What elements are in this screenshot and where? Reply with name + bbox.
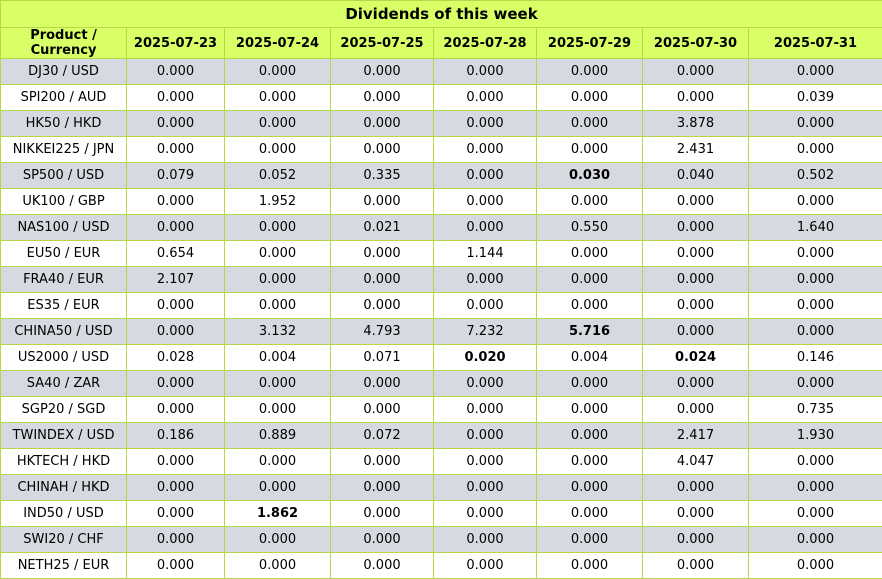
dividend-value: 0.000 bbox=[537, 449, 643, 475]
dividend-value: 0.000 bbox=[127, 215, 225, 241]
dividend-value: 0.079 bbox=[127, 163, 225, 189]
dividend-value: 0.000 bbox=[643, 553, 749, 579]
dividend-value: 0.000 bbox=[434, 527, 537, 553]
dividend-value: 0.000 bbox=[643, 293, 749, 319]
dividend-value: 0.000 bbox=[331, 397, 434, 423]
date-header: 2025-07-28 bbox=[434, 28, 537, 59]
dividend-value: 0.000 bbox=[537, 267, 643, 293]
dividend-value: 0.000 bbox=[127, 111, 225, 137]
dividend-value: 0.000 bbox=[225, 293, 331, 319]
dividend-value: 0.000 bbox=[331, 189, 434, 215]
dividend-value: 0.028 bbox=[127, 345, 225, 371]
product-cell: US2000 / USD bbox=[1, 345, 127, 371]
dividend-value: 0.000 bbox=[434, 293, 537, 319]
dividend-value: 3.132 bbox=[225, 319, 331, 345]
dividend-value: 0.000 bbox=[331, 267, 434, 293]
product-cell: FRA40 / EUR bbox=[1, 267, 127, 293]
dividend-value: 1.862 bbox=[225, 501, 331, 527]
dividend-value: 0.000 bbox=[127, 449, 225, 475]
table-row bbox=[1, 293, 882, 319]
table-row bbox=[1, 501, 882, 527]
dividend-value: 0.000 bbox=[643, 241, 749, 267]
table-row bbox=[1, 527, 882, 553]
table-row bbox=[1, 189, 882, 215]
table-row bbox=[1, 267, 882, 293]
dividend-value: 0.000 bbox=[127, 319, 225, 345]
dividend-value: 0.000 bbox=[127, 397, 225, 423]
product-cell: NAS100 / USD bbox=[1, 215, 127, 241]
dividend-value: 0.000 bbox=[643, 527, 749, 553]
dividend-value: 0.000 bbox=[434, 371, 537, 397]
dividend-value: 0.000 bbox=[749, 241, 882, 267]
dividend-value: 0.000 bbox=[331, 137, 434, 163]
dividend-value: 0.000 bbox=[331, 111, 434, 137]
product-cell: HKTECH / HKD bbox=[1, 449, 127, 475]
dividend-value: 0.000 bbox=[537, 423, 643, 449]
dividend-value: 0.000 bbox=[749, 189, 882, 215]
dividend-value: 0.000 bbox=[643, 475, 749, 501]
dividend-value: 0.000 bbox=[537, 85, 643, 111]
dividend-value: 5.716 bbox=[537, 319, 643, 345]
table-row bbox=[1, 85, 882, 111]
dividend-value: 0.000 bbox=[225, 267, 331, 293]
dividend-value: 0.000 bbox=[225, 85, 331, 111]
dividend-value: 0.000 bbox=[331, 59, 434, 85]
dividend-value: 0.000 bbox=[537, 241, 643, 267]
dividend-value: 0.000 bbox=[434, 137, 537, 163]
table-body bbox=[1, 59, 882, 579]
dividend-value: 0.000 bbox=[749, 553, 882, 579]
dividend-value: 0.000 bbox=[643, 319, 749, 345]
dividend-value: 0.000 bbox=[434, 423, 537, 449]
dividend-value: 0.000 bbox=[537, 111, 643, 137]
dividend-value: 0.000 bbox=[434, 267, 537, 293]
date-header: 2025-07-30 bbox=[643, 28, 749, 59]
dividend-value: 0.000 bbox=[127, 553, 225, 579]
dividend-value: 0.000 bbox=[127, 189, 225, 215]
dividend-value: 0.024 bbox=[643, 345, 749, 371]
product-cell: NETH25 / EUR bbox=[1, 553, 127, 579]
table-row bbox=[1, 397, 882, 423]
dividend-value: 0.052 bbox=[225, 163, 331, 189]
table-row bbox=[1, 345, 882, 371]
dividend-value: 0.000 bbox=[127, 527, 225, 553]
dividend-value: 0.000 bbox=[127, 371, 225, 397]
dividend-value: 0.000 bbox=[225, 449, 331, 475]
dividend-value: 0.000 bbox=[225, 553, 331, 579]
dividend-value: 4.793 bbox=[331, 319, 434, 345]
dividend-value: 0.072 bbox=[331, 423, 434, 449]
dividend-value: 1.640 bbox=[749, 215, 882, 241]
date-header: 2025-07-23 bbox=[127, 28, 225, 59]
dividend-value: 0.000 bbox=[434, 85, 537, 111]
table-row bbox=[1, 163, 882, 189]
dividend-value: 0.000 bbox=[331, 241, 434, 267]
product-header: Product / Currency bbox=[1, 28, 127, 59]
table-row bbox=[1, 241, 882, 267]
dividend-value: 0.000 bbox=[749, 111, 882, 137]
dividend-value: 0.000 bbox=[537, 397, 643, 423]
dividend-value: 0.000 bbox=[537, 371, 643, 397]
product-cell: SP500 / USD bbox=[1, 163, 127, 189]
dividend-value: 0.000 bbox=[331, 85, 434, 111]
dividend-value: 0.000 bbox=[225, 137, 331, 163]
dividend-value: 0.020 bbox=[434, 345, 537, 371]
table-row bbox=[1, 423, 882, 449]
dividend-value: 1.952 bbox=[225, 189, 331, 215]
dividend-value: 0.000 bbox=[127, 475, 225, 501]
dividend-value: 0.000 bbox=[749, 501, 882, 527]
dividend-value: 0.000 bbox=[537, 501, 643, 527]
dividend-value: 0.000 bbox=[331, 371, 434, 397]
dividend-value: 3.878 bbox=[643, 111, 749, 137]
table-row bbox=[1, 111, 882, 137]
product-cell: SPI200 / AUD bbox=[1, 85, 127, 111]
header-row bbox=[1, 28, 882, 59]
dividend-value: 0.000 bbox=[537, 137, 643, 163]
table-row bbox=[1, 475, 882, 501]
dividend-value: 0.039 bbox=[749, 85, 882, 111]
dividend-value: 7.232 bbox=[434, 319, 537, 345]
dividend-value: 0.000 bbox=[749, 293, 882, 319]
dividend-value: 0.000 bbox=[434, 449, 537, 475]
table-row bbox=[1, 215, 882, 241]
table-row bbox=[1, 449, 882, 475]
dividend-value: 0.000 bbox=[643, 85, 749, 111]
dividend-value: 0.000 bbox=[749, 267, 882, 293]
dividend-value: 2.107 bbox=[127, 267, 225, 293]
dividend-value: 0.040 bbox=[643, 163, 749, 189]
dividend-value: 0.000 bbox=[225, 527, 331, 553]
dividend-value: 0.000 bbox=[434, 397, 537, 423]
dividend-value: 0.000 bbox=[331, 501, 434, 527]
table-row bbox=[1, 319, 882, 345]
dividend-value: 0.146 bbox=[749, 345, 882, 371]
dividend-value: 0.000 bbox=[225, 241, 331, 267]
dividend-value: 0.000 bbox=[331, 293, 434, 319]
dividend-value: 0.000 bbox=[434, 163, 537, 189]
dividend-value: 0.004 bbox=[225, 345, 331, 371]
dividend-value: 0.550 bbox=[537, 215, 643, 241]
product-cell: SGP20 / SGD bbox=[1, 397, 127, 423]
product-cell: UK100 / GBP bbox=[1, 189, 127, 215]
dividend-value: 0.000 bbox=[434, 59, 537, 85]
dividend-value: 0.000 bbox=[434, 475, 537, 501]
dividend-value: 0.000 bbox=[127, 501, 225, 527]
product-cell: EU50 / EUR bbox=[1, 241, 127, 267]
dividend-value: 0.186 bbox=[127, 423, 225, 449]
dividend-value: 0.000 bbox=[749, 319, 882, 345]
dividend-value: 0.000 bbox=[643, 215, 749, 241]
dividend-value: 0.000 bbox=[331, 475, 434, 501]
dividend-value: 0.000 bbox=[749, 475, 882, 501]
dividend-value: 0.000 bbox=[749, 371, 882, 397]
date-header: 2025-07-25 bbox=[331, 28, 434, 59]
dividend-value: 0.000 bbox=[643, 397, 749, 423]
dividend-value: 0.000 bbox=[643, 189, 749, 215]
dividend-value: 0.502 bbox=[749, 163, 882, 189]
product-cell: TWINDEX / USD bbox=[1, 423, 127, 449]
dividend-value: 0.000 bbox=[331, 527, 434, 553]
dividend-value: 0.000 bbox=[537, 475, 643, 501]
date-header: 2025-07-24 bbox=[225, 28, 331, 59]
dividend-value: 2.417 bbox=[643, 423, 749, 449]
dividend-value: 0.071 bbox=[331, 345, 434, 371]
dividend-value: 1.930 bbox=[749, 423, 882, 449]
product-cell: CHINAH / HKD bbox=[1, 475, 127, 501]
product-cell: NIKKEI225 / JPN bbox=[1, 137, 127, 163]
product-cell: SA40 / ZAR bbox=[1, 371, 127, 397]
dividend-value: 0.000 bbox=[749, 59, 882, 85]
title-row bbox=[1, 1, 882, 28]
dividend-value: 0.000 bbox=[225, 475, 331, 501]
product-cell: IND50 / USD bbox=[1, 501, 127, 527]
dividend-value: 0.021 bbox=[331, 215, 434, 241]
dividend-value: 0.000 bbox=[434, 215, 537, 241]
product-cell: DJ30 / USD bbox=[1, 59, 127, 85]
dividend-value: 0.000 bbox=[643, 501, 749, 527]
dividend-value: 0.000 bbox=[537, 59, 643, 85]
dividend-value: 1.144 bbox=[434, 241, 537, 267]
dividend-value: 0.000 bbox=[331, 553, 434, 579]
dividend-value: 0.000 bbox=[537, 189, 643, 215]
dividend-value: 0.000 bbox=[434, 501, 537, 527]
table-row bbox=[1, 59, 882, 85]
product-cell: ES35 / EUR bbox=[1, 293, 127, 319]
dividend-value: 0.000 bbox=[643, 59, 749, 85]
dividend-value: 0.000 bbox=[225, 215, 331, 241]
dividend-value: 0.654 bbox=[127, 241, 225, 267]
dividend-value: 0.000 bbox=[434, 553, 537, 579]
dividend-value: 0.000 bbox=[225, 397, 331, 423]
dividend-value: 0.004 bbox=[537, 345, 643, 371]
dividend-value: 0.000 bbox=[749, 527, 882, 553]
dividend-value: 0.000 bbox=[127, 59, 225, 85]
dividend-value: 0.000 bbox=[225, 59, 331, 85]
dividend-value: 0.000 bbox=[643, 371, 749, 397]
date-header: 2025-07-31 bbox=[749, 28, 882, 59]
dividend-value: 0.000 bbox=[537, 553, 643, 579]
table-row bbox=[1, 553, 882, 579]
dividend-value: 0.000 bbox=[434, 189, 537, 215]
dividend-value: 0.735 bbox=[749, 397, 882, 423]
dividend-value: 0.000 bbox=[537, 527, 643, 553]
dividend-value: 0.000 bbox=[331, 449, 434, 475]
dividend-value: 0.000 bbox=[537, 293, 643, 319]
dividend-value: 0.335 bbox=[331, 163, 434, 189]
dividend-value: 0.000 bbox=[434, 111, 537, 137]
table-title: Dividends of this week bbox=[1, 1, 882, 28]
table-row bbox=[1, 137, 882, 163]
product-cell: CHINA50 / USD bbox=[1, 319, 127, 345]
dividend-value: 0.000 bbox=[643, 267, 749, 293]
dividend-value: 0.000 bbox=[225, 111, 331, 137]
dividend-value: 0.000 bbox=[127, 137, 225, 163]
dividend-value: 0.889 bbox=[225, 423, 331, 449]
dividend-value: 0.000 bbox=[127, 293, 225, 319]
product-cell: HK50 / HKD bbox=[1, 111, 127, 137]
table-row bbox=[1, 371, 882, 397]
dividend-value: 0.030 bbox=[537, 163, 643, 189]
dividend-value: 0.000 bbox=[127, 85, 225, 111]
dividend-value: 0.000 bbox=[749, 137, 882, 163]
dividend-value: 0.000 bbox=[749, 449, 882, 475]
date-header: 2025-07-29 bbox=[537, 28, 643, 59]
product-cell: SWI20 / CHF bbox=[1, 527, 127, 553]
dividend-value: 4.047 bbox=[643, 449, 749, 475]
dividend-value: 2.431 bbox=[643, 137, 749, 163]
dividend-value: 0.000 bbox=[225, 371, 331, 397]
